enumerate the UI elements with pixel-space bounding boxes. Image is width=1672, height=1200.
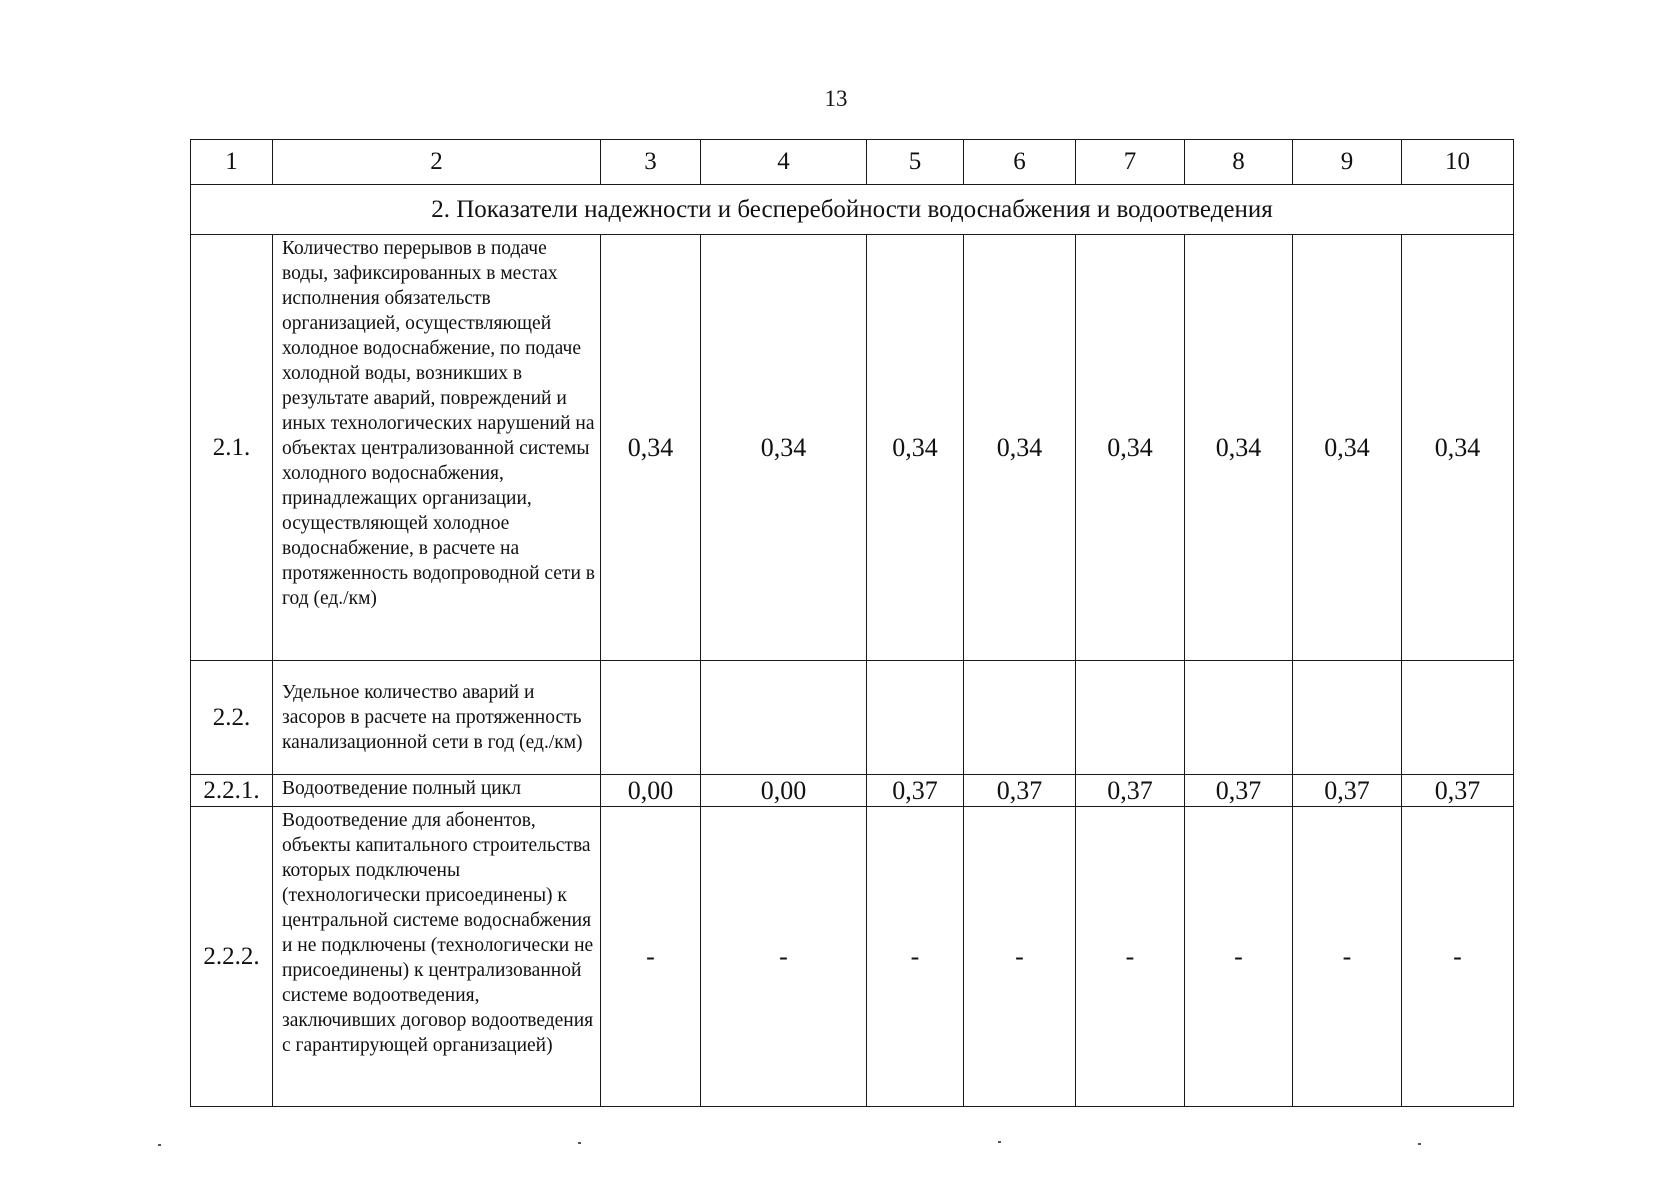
value-cell [1076, 661, 1185, 775]
page-number: 13 [824, 86, 848, 111]
value-cell: 0,34 [1185, 235, 1293, 661]
table-row [191, 775, 1514, 807]
row-number: 2.2.1. [191, 775, 273, 807]
column-header: 5 [867, 140, 964, 185]
value-cell: 0,34 [1293, 235, 1402, 661]
column-header: 10 [1402, 140, 1514, 185]
value-cell: 0,37 [867, 775, 964, 807]
column-header: 6 [964, 140, 1076, 185]
value-cell: 0,34 [867, 235, 964, 661]
row-number: 2.1. [191, 235, 273, 661]
value-cell [1185, 661, 1293, 775]
value-cell: - [964, 807, 1076, 1107]
value-cell: 0,00 [701, 775, 867, 807]
section-header-row [191, 185, 1514, 235]
row-number: 2.2.2. [191, 807, 273, 1107]
indicators-table [190, 139, 1514, 1107]
value-cell [964, 661, 1076, 775]
value-cell [701, 661, 867, 775]
column-header: 4 [701, 140, 867, 185]
scan-speck [1418, 1143, 1421, 1145]
value-cell: 0,37 [1293, 775, 1402, 807]
value-cell: - [867, 807, 964, 1107]
value-cell: - [701, 807, 867, 1107]
table-row [191, 235, 1514, 661]
value-cell: - [601, 807, 701, 1107]
scan-speck [158, 1144, 161, 1146]
value-cell: 0,34 [601, 235, 701, 661]
table-row [191, 807, 1514, 1107]
column-header: 8 [1185, 140, 1293, 185]
value-cell: 0,37 [1076, 775, 1185, 807]
row-description: Удельное количество аварий и засоров в расчете на протяженность канализационной сети в год (ед./км) [273, 661, 601, 775]
column-header: 1 [191, 140, 273, 185]
value-cell [867, 661, 964, 775]
value-cell: - [1185, 807, 1293, 1107]
scan-speck [578, 1142, 581, 1144]
column-header: 7 [1076, 140, 1185, 185]
value-cell: 0,34 [701, 235, 867, 661]
value-cell [601, 661, 701, 775]
value-cell: 0,00 [601, 775, 701, 807]
value-cell: - [1402, 807, 1514, 1107]
column-header: 9 [1293, 140, 1402, 185]
value-cell: - [1076, 807, 1185, 1107]
row-number: 2.2. [191, 661, 273, 775]
value-cell: 0,37 [1185, 775, 1293, 807]
column-number-row [191, 140, 1514, 185]
row-description: Количество перерывов в подаче воды, зафиксированных в местах исполнения обязательств организацией, осуществляющей холодное водоснабжение, по подаче холодной воды, возникших в результате аварий, повреждений и иных технологических нарушений на объектах централизованной системы холодного водоснабжения, принадлежащих организации, осуществляющей холодное водоснабжение, в расчете на протяженность водопроводной сети в год (ед./км) [273, 235, 601, 661]
scan-speck [998, 1141, 1001, 1143]
value-cell: 0,37 [1402, 775, 1514, 807]
value-cell [1293, 661, 1402, 775]
column-header: 2 [273, 140, 601, 185]
value-cell: 0,34 [964, 235, 1076, 661]
row-description: Водоотведение полный цикл [273, 775, 601, 807]
value-cell: 0,34 [1402, 235, 1514, 661]
value-cell [1402, 661, 1514, 775]
value-cell: 0,37 [964, 775, 1076, 807]
value-cell: 0,34 [1076, 235, 1185, 661]
value-cell: - [1293, 807, 1402, 1107]
section-title: 2. Показатели надежности и бесперебойности водоснабжения и водоотведения [191, 185, 1514, 235]
table-row [191, 661, 1514, 775]
column-header: 3 [601, 140, 701, 185]
row-description: Водоотведение для абонентов, объекты капитального строительства которых подключены (технологически присоединены) к центральной системе водоснабжения и не подключены (технологически не присоединены) к централизованной системе водоотведения, заключивших договор водоотведения с гарантирующей организацией) [273, 807, 601, 1107]
